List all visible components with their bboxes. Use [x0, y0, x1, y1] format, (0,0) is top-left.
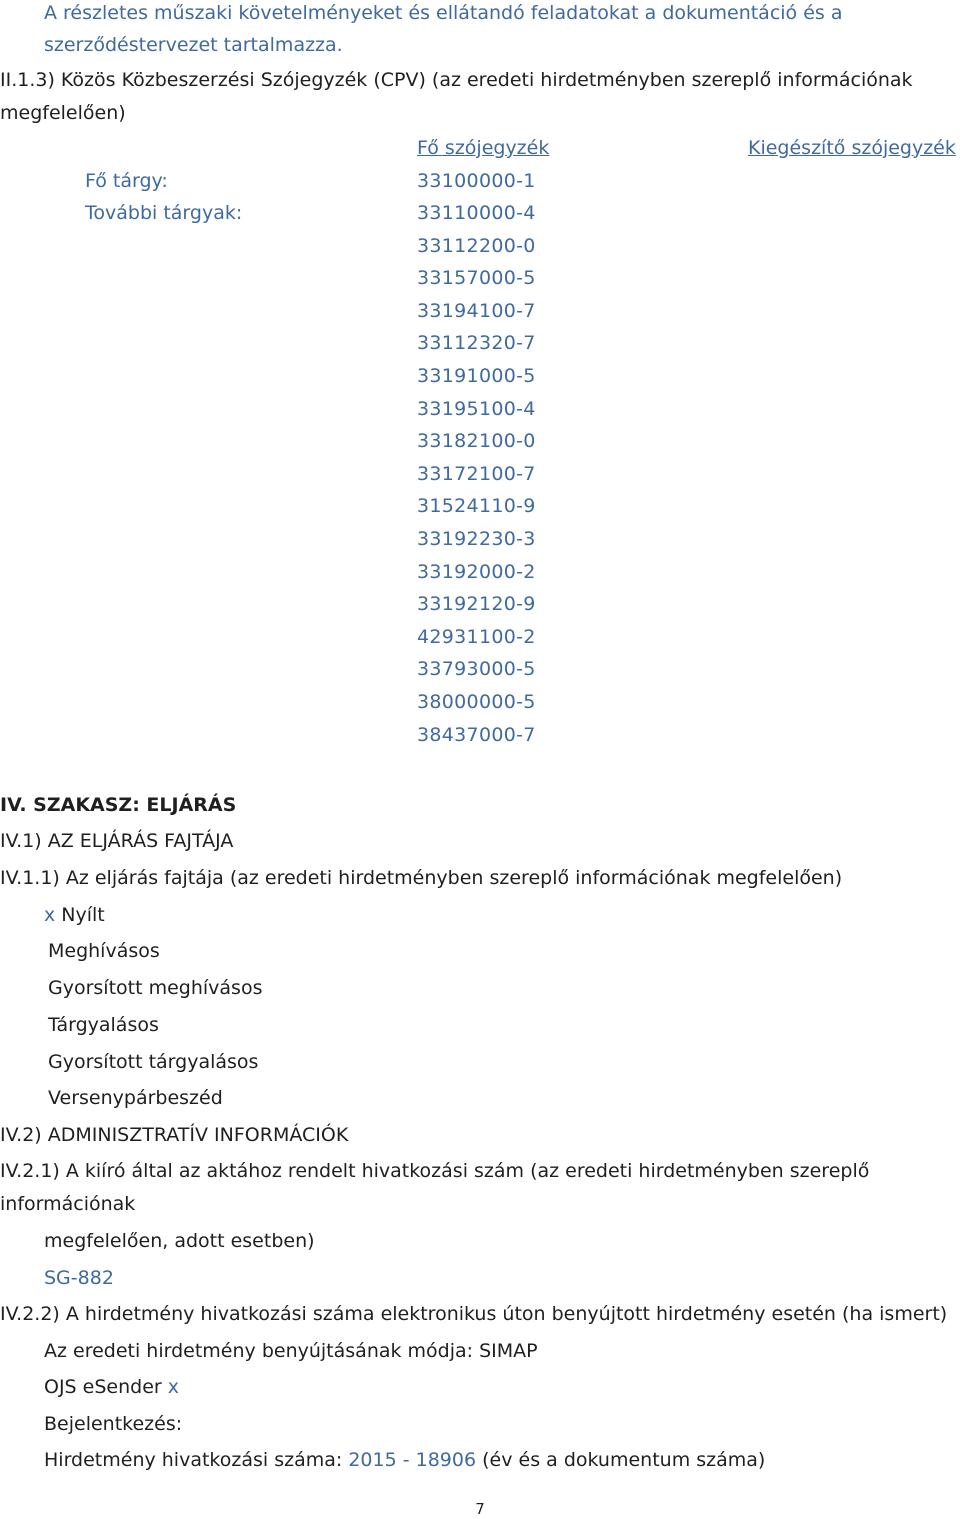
- main-object-label: Fő tárgy:: [85, 170, 168, 192]
- other-objects-label: További tárgyak:: [85, 202, 243, 224]
- notice-separator: -: [396, 1449, 416, 1471]
- cpv-code: 33192230-3: [417, 528, 536, 550]
- cpv-code: 38000000-5: [417, 691, 536, 713]
- cpv-code: 33110000-4: [417, 202, 536, 224]
- cpv-code: 33195100-4: [417, 398, 536, 420]
- cpv-code: 33112320-7: [417, 332, 536, 354]
- option-open: [44, 903, 105, 927]
- ojs-esender-row: [44, 1375, 179, 1399]
- cpv-code: 33182100-0: [417, 430, 536, 452]
- col-header-main: Fő szójegyzék: [417, 137, 550, 159]
- col-header-supplementary: Kiegészítő szójegyzék: [748, 137, 956, 159]
- option-label: Nyílt: [61, 904, 105, 926]
- reference-number: SG-882: [44, 1267, 114, 1289]
- ojs-checked-mark: x: [167, 1376, 179, 1398]
- section-4-2-heading: IV.2) ADMINISZTRATÍV INFORMÁCIÓK: [0, 1124, 349, 1146]
- cpv-code: 33194100-7: [417, 300, 536, 322]
- cpv-code: 33157000-5: [417, 267, 536, 289]
- cpv-code: 33793000-5: [417, 658, 536, 680]
- notice-reference-row: [44, 1448, 765, 1472]
- intro-line-2: szerződéstervezet tartalmazza.: [44, 34, 343, 56]
- cpv-code: 33112200-0: [417, 235, 536, 257]
- section-title: IV. SZAKASZ: ELJÁRÁS: [0, 794, 237, 816]
- section-4-1-1-heading: IV.1.1) Az eljárás fajtája (az eredeti hirdetményben szereplő információnak megfelelően): [0, 867, 843, 889]
- section-4-1-heading: IV.1) AZ ELJÁRÁS FAJTÁJA: [0, 830, 234, 852]
- notice-label: Hirdetmény hivatkozási száma:: [44, 1449, 343, 1471]
- option-accelerated-restricted: Gyorsított meghívásos: [48, 977, 263, 999]
- option-negotiated: Tárgyalásos: [48, 1014, 159, 1036]
- page-number: 7: [475, 1500, 485, 1518]
- notice-year: 2015: [348, 1449, 397, 1471]
- intro-line-1: A részletes műszaki követelményeket és ellátandó feladatokat a dokumentáció és a: [44, 2, 843, 24]
- cpv-code: 38437000-7: [417, 724, 536, 746]
- option-accelerated-negotiated: Gyorsított tárgyalásos: [48, 1051, 259, 1073]
- ojs-label: OJS eSender: [44, 1376, 162, 1398]
- cpv-code: 33192000-2: [417, 561, 536, 583]
- checked-mark: x: [44, 904, 56, 926]
- cpv-code: 31524110-9: [417, 495, 536, 517]
- login-label: Bejelentkezés:: [44, 1413, 183, 1435]
- cpv-heading-line-2: megfelelően): [0, 102, 126, 124]
- section-4-2-1-line-1: IV.2.1) A kiíró által az aktához rendelt hivatkozási szám (az eredeti hirdetményben szereplő: [0, 1160, 870, 1182]
- option-competitive-dialogue: Versenypárbeszéd: [48, 1087, 223, 1109]
- main-object-code: 33100000-1: [417, 170, 536, 192]
- option-restricted: Meghívásos: [48, 940, 160, 962]
- cpv-code: 33192120-9: [417, 593, 536, 615]
- submission-method: Az eredeti hirdetmény benyújtásának módja: SIMAP: [44, 1340, 538, 1362]
- cpv-code: 42931100-2: [417, 626, 536, 648]
- section-4-2-1-line-2: információnak: [0, 1193, 136, 1215]
- cpv-code: 33172100-7: [417, 463, 536, 485]
- notice-suffix: (év és a dokumentum száma): [482, 1449, 766, 1471]
- section-4-2-1-line-3: megfelelően, adott esetben): [44, 1230, 315, 1252]
- notice-number: 18906: [415, 1449, 477, 1471]
- cpv-heading-line-1: II.1.3) Közös Közbeszerzési Szójegyzék (CPV) (az eredeti hirdetményben szereplő információnak: [0, 69, 913, 91]
- section-4-2-2-heading: IV.2.2) A hirdetmény hivatkozási száma elektronikus úton benyújtott hirdetmény esetén (ha ismert): [0, 1303, 948, 1325]
- cpv-code: 33191000-5: [417, 365, 536, 387]
